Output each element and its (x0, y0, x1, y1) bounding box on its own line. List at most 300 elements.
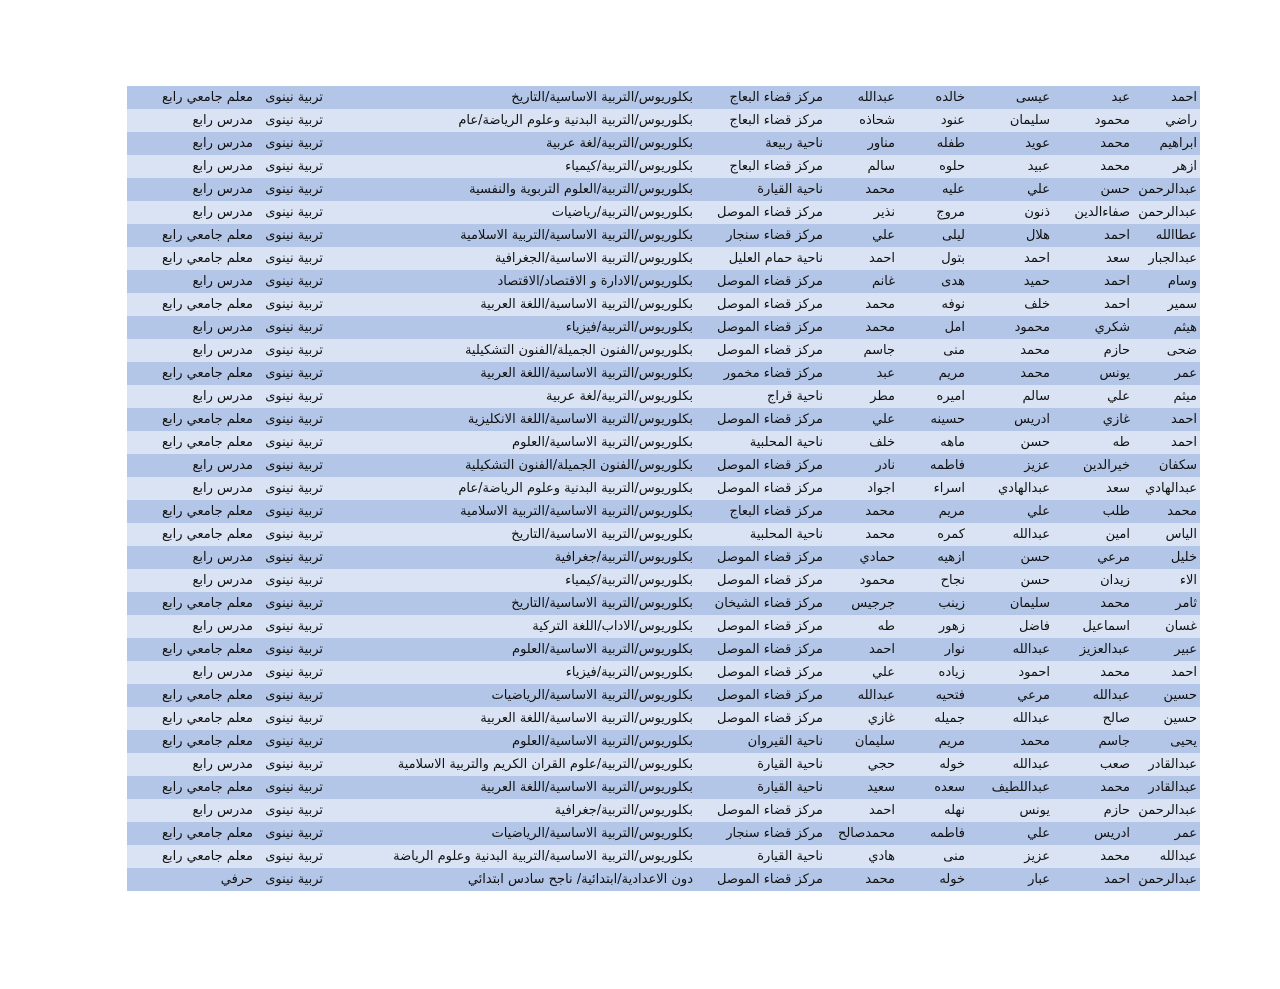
cell-mother-name: كمره (937, 527, 965, 542)
cell-job-title: مدرس رابع (192, 136, 253, 151)
cell-mother-name: سعده (934, 780, 965, 795)
cell-location: مركز قضاء الموصل (716, 458, 823, 473)
table-row (127, 638, 1200, 661)
cell-mother-name: ازهيه (937, 550, 965, 565)
cell-grandfather-name: علي (1027, 826, 1050, 841)
cell-mother-name: فتحيه (935, 688, 965, 703)
cell-directorate: تربية نينوى (265, 205, 323, 220)
cell-directorate: تربية نينوى (265, 688, 323, 703)
cell-mother-name: فاطمه (929, 458, 965, 473)
cell-first-name: عبدالرحمن (1138, 872, 1197, 887)
cell-mother-father-name: احمد (869, 251, 895, 266)
cell-directorate: تربية نينوى (265, 803, 323, 818)
cell-location: ناحية القيارة (757, 780, 823, 795)
table-row (127, 178, 1200, 201)
cell-mother-name: امل (944, 320, 965, 335)
cell-qualification: بكلوريوس/التربية البدنية وعلوم الرياضة/عام (458, 481, 693, 496)
cell-job-title: مدرس رابع (192, 343, 253, 358)
cell-mother-father-name: اجواد (867, 481, 895, 496)
spreadsheet-table (127, 86, 1200, 892)
cell-directorate: تربية نينوى (265, 596, 323, 611)
cell-father-name: مرعي (1097, 550, 1130, 565)
table-row (127, 132, 1200, 155)
cell-grandfather-name: فاضل (1018, 619, 1050, 634)
cell-first-name: عبدالقادر (1148, 757, 1197, 772)
table-row (127, 109, 1200, 132)
cell-mother-father-name: عبد (876, 366, 895, 381)
cell-directorate: تربية نينوى (265, 320, 323, 335)
table-row (127, 753, 1200, 776)
cell-job-title: معلم جامعي رابع (162, 297, 253, 312)
table-row (127, 431, 1200, 454)
cell-mother-name: مروج (936, 205, 965, 220)
cell-father-name: اسماعيل (1082, 619, 1130, 634)
cell-job-title: معلم جامعي رابع (162, 780, 253, 795)
cell-job-title: مدرس رابع (192, 619, 253, 634)
cell-directorate: تربية نينوى (265, 159, 323, 174)
cell-qualification: بكلوريوس/التربية الاساسية/الرياضيات (491, 826, 693, 841)
cell-directorate: تربية نينوى (265, 734, 323, 749)
cell-father-name: احمد (1104, 297, 1130, 312)
cell-mother-father-name: محمد (865, 527, 895, 542)
cell-location: مركز قضاء البعاج (729, 113, 823, 128)
cell-mother-name: مريم (938, 504, 965, 519)
cell-mother-name: فاطمه (929, 826, 965, 841)
cell-father-name: صالح (1102, 711, 1130, 726)
cell-father-name: محمود (1094, 113, 1130, 128)
cell-directorate: تربية نينوى (265, 826, 323, 841)
cell-qualification: بكلوريوس/التربية/العلوم التربوية والنفسية (469, 182, 693, 197)
cell-location: ناحية القيارة (757, 182, 823, 197)
cell-job-title: مدرس رابع (192, 573, 253, 588)
cell-mother-father-name: جاسم (863, 343, 895, 358)
cell-father-name: طلب (1102, 504, 1130, 519)
cell-first-name: الياس (1165, 527, 1197, 542)
cell-job-title: مدرس رابع (192, 550, 253, 565)
cell-father-name: طه (1112, 435, 1130, 450)
cell-mother-father-name: شحاذه (859, 113, 895, 128)
cell-grandfather-name: حسن (1020, 573, 1050, 588)
cell-location: مركز قضاء الموصل (716, 320, 823, 335)
table-row (127, 546, 1200, 569)
table-row (127, 799, 1200, 822)
table-row (127, 270, 1200, 293)
cell-first-name: وسام (1167, 274, 1197, 289)
cell-mother-father-name: محمدصالح (837, 826, 895, 841)
cell-first-name: راضي (1165, 113, 1197, 128)
cell-directorate: تربية نينوى (265, 642, 323, 657)
cell-directorate: تربية نينوى (265, 228, 323, 243)
cell-father-name: احمد (1104, 872, 1130, 887)
cell-qualification: بكلوريوس/التربية الاساسية/التاريخ (511, 596, 693, 611)
cell-mother-father-name: محمد (865, 872, 895, 887)
cell-location: مركز قضاء سنجار (726, 228, 823, 243)
cell-directorate: تربية نينوى (265, 389, 323, 404)
cell-grandfather-name: عبار (1028, 872, 1050, 887)
cell-job-title: معلم جامعي رابع (162, 527, 253, 542)
table-row (127, 86, 1200, 109)
cell-first-name: عبير (1174, 642, 1197, 657)
cell-location: مركز قضاء الموصل (716, 872, 823, 887)
cell-mother-name: اسراء (933, 481, 965, 496)
cell-directorate: تربية نينوى (265, 274, 323, 289)
table-row (127, 822, 1200, 845)
cell-first-name: عبدالهادي (1145, 481, 1197, 496)
cell-first-name: عبدالرحمن (1138, 182, 1197, 197)
cell-mother-name: جميله (934, 711, 965, 726)
cell-first-name: ثامر (1175, 596, 1197, 611)
cell-grandfather-name: احمود (1018, 665, 1050, 680)
cell-mother-name: منى (943, 849, 965, 864)
cell-father-name: احمد (1104, 274, 1130, 289)
cell-mother-father-name: محمد (865, 182, 895, 197)
cell-grandfather-name: حسن (1020, 550, 1050, 565)
cell-location: مركز قضاء الموصل (716, 550, 823, 565)
cell-location: ناحية القيارة (757, 757, 823, 772)
cell-qualification: بكلوريوس/التربية الاساسية/اللغة العربية (480, 780, 693, 795)
cell-father-name: عبد (1111, 90, 1130, 105)
cell-location: مركز قضاء الموصل (716, 619, 823, 634)
cell-first-name: ابراهيم (1159, 136, 1197, 151)
cell-grandfather-name: عبداللطيف (991, 780, 1050, 795)
cell-first-name: غسان (1165, 619, 1197, 634)
cell-mother-name: طفله (936, 136, 965, 151)
cell-location: مركز قضاء الموصل (716, 343, 823, 358)
cell-mother-father-name: حمادي (859, 550, 895, 565)
cell-job-title: مدرس رابع (192, 159, 253, 174)
cell-qualification: بكلوريوس/التربية الاساسية/اللغة العربية (480, 366, 693, 381)
cell-mother-name: نوار (944, 642, 965, 657)
cell-directorate: تربية نينوى (265, 458, 323, 473)
cell-job-title: مدرس رابع (192, 113, 253, 128)
table-row (127, 776, 1200, 799)
cell-location: مركز قضاء سنجار (726, 826, 823, 841)
cell-location: مركز قضاء الموصل (716, 274, 823, 289)
cell-directorate: تربية نينوى (265, 665, 323, 680)
cell-job-title: معلم جامعي رابع (162, 711, 253, 726)
cell-grandfather-name: سالم (1022, 389, 1050, 404)
cell-first-name: هيثم (1173, 320, 1197, 335)
cell-first-name: الاء (1179, 573, 1197, 588)
cell-first-name: ازهر (1173, 159, 1197, 174)
cell-qualification: بكلوريوس/التربية البدنية وعلوم الرياضة/عام (458, 113, 693, 128)
cell-location: ناحية المحلبية (749, 435, 823, 450)
cell-grandfather-name: عبدالله (1012, 757, 1050, 772)
cell-job-title: مدرس رابع (192, 205, 253, 220)
cell-job-title: معلم جامعي رابع (162, 642, 253, 657)
cell-job-title: معلم جامعي رابع (162, 228, 253, 243)
cell-father-name: محمد (1100, 596, 1130, 611)
cell-father-name: حازم (1103, 803, 1130, 818)
cell-qualification: بكلوريوس/التربية/علوم القران الكريم والتربية الاسلامية (397, 757, 693, 772)
cell-father-name: خيرالدين (1082, 458, 1130, 473)
table-row (127, 707, 1200, 730)
cell-grandfather-name: يونس (1019, 803, 1050, 818)
cell-mother-name: اميره (936, 389, 965, 404)
cell-first-name: حسين (1163, 688, 1197, 703)
cell-mother-father-name: خلف (869, 435, 895, 450)
cell-grandfather-name: عبدالله (1012, 642, 1050, 657)
cell-directorate: تربية نينوى (265, 550, 323, 565)
cell-mother-father-name: علي (872, 665, 895, 680)
cell-directorate: تربية نينوى (265, 849, 323, 864)
cell-mother-name: زهور (938, 619, 965, 634)
cell-first-name: عطاالله (1155, 228, 1197, 243)
cell-job-title: معلم جامعي رابع (162, 596, 253, 611)
cell-grandfather-name: محمد (1020, 343, 1050, 358)
cell-qualification: بكلوريوس/التربية الاساسية/التاريخ (511, 90, 693, 105)
cell-grandfather-name: عويد (1025, 136, 1050, 151)
cell-grandfather-name: عبدالله (1012, 527, 1050, 542)
cell-qualification: بكلوريوس/التربية/رياضيات (551, 205, 693, 220)
cell-job-title: معلم جامعي رابع (162, 366, 253, 381)
cell-grandfather-name: سليمان (1009, 596, 1050, 611)
cell-mother-father-name: سالم (867, 159, 895, 174)
cell-father-name: حازم (1103, 343, 1130, 358)
cell-job-title: مدرس رابع (192, 665, 253, 680)
cell-grandfather-name: عزيز (1024, 458, 1050, 473)
cell-father-name: زيدان (1100, 573, 1130, 588)
cell-grandfather-name: حسن (1020, 435, 1050, 450)
cell-mother-father-name: محمد (865, 504, 895, 519)
cell-first-name: عبدالرحمن (1138, 205, 1197, 220)
cell-mother-father-name: طه (877, 619, 895, 634)
cell-job-title: معلم جامعي رابع (162, 734, 253, 749)
cell-directorate: تربية نينوى (265, 113, 323, 128)
cell-grandfather-name: عزيز (1024, 849, 1050, 864)
cell-location: مركز قضاء البعاج (729, 504, 823, 519)
cell-father-name: محمد (1100, 136, 1130, 151)
cell-mother-name: زينب (938, 596, 965, 611)
cell-grandfather-name: مرعي (1017, 688, 1050, 703)
cell-mother-father-name: جرجيس (851, 596, 895, 611)
cell-mother-father-name: محمد (865, 320, 895, 335)
cell-location: مركز قضاء الموصل (716, 642, 823, 657)
cell-mother-name: ليلى (941, 228, 965, 243)
cell-qualification: بكلوريوس/التربية/جغرافية (554, 803, 693, 818)
cell-first-name: ضحى (1166, 343, 1197, 358)
cell-grandfather-name: محمود (1014, 320, 1050, 335)
cell-job-title: حرفي (220, 872, 253, 887)
cell-job-title: مدرس رابع (192, 458, 253, 473)
cell-grandfather-name: محمد (1020, 366, 1050, 381)
table-row (127, 845, 1200, 868)
table-row (127, 477, 1200, 500)
cell-location: مركز قضاء الموصل (716, 205, 823, 220)
cell-first-name: عمر (1174, 366, 1197, 381)
cell-mother-name: حلوه (939, 159, 965, 174)
cell-grandfather-name: علي (1027, 182, 1050, 197)
cell-father-name: سعد (1106, 251, 1130, 266)
cell-qualification: بكلوريوس/التربية الاساسية/العلوم (512, 734, 693, 749)
cell-father-name: محمد (1100, 665, 1130, 680)
cell-grandfather-name: حميد (1023, 274, 1050, 289)
cell-qualification: بكلوريوس/الفنون الجميلة/الفنون التشكيلية (464, 343, 693, 358)
table-row (127, 684, 1200, 707)
table-row (127, 569, 1200, 592)
cell-first-name: احمد (1171, 90, 1197, 105)
cell-grandfather-name: علي (1027, 504, 1050, 519)
cell-grandfather-name: ادريس (1014, 412, 1050, 427)
cell-mother-name: زياده (938, 665, 965, 680)
cell-grandfather-name: احمد (1024, 251, 1050, 266)
cell-mother-father-name: علي (872, 412, 895, 427)
cell-location: ناحية حمام العليل (728, 251, 823, 266)
cell-job-title: مدرس رابع (192, 481, 253, 496)
cell-qualification: بكلوريوس/التربية/فيزياء (565, 665, 693, 680)
table-row (127, 868, 1200, 891)
table-row (127, 385, 1200, 408)
cell-location: مركز قضاء البعاج (729, 159, 823, 174)
cell-father-name: يونس (1099, 366, 1130, 381)
cell-qualification: بكلوريوس/التربية الاساسية/التربية البدنية وعلوم الرياضة (393, 849, 693, 864)
table-row (127, 408, 1200, 431)
cell-first-name: ميثم (1173, 389, 1197, 404)
cell-directorate: تربية نينوى (265, 527, 323, 542)
cell-location: ناحية المحلبية (749, 527, 823, 542)
cell-mother-father-name: سعيد (867, 780, 895, 795)
cell-qualification: بكلوريوس/التربية/كيمياء (565, 573, 693, 588)
table-row (127, 615, 1200, 638)
cell-directorate: تربية نينوى (265, 619, 323, 634)
cell-mother-father-name: عبدالله (857, 90, 895, 105)
cell-grandfather-name: عبدالهادي (998, 481, 1050, 496)
cell-mother-name: نهله (944, 803, 965, 818)
table-row (127, 293, 1200, 316)
table-row (127, 454, 1200, 477)
cell-grandfather-name: عبدالله (1012, 711, 1050, 726)
cell-father-name: صعب (1099, 757, 1130, 772)
cell-qualification: بكلوريوس/التربية الاساسية/التربية الاسلامية (460, 228, 693, 243)
cell-father-name: محمد (1100, 780, 1130, 795)
cell-mother-name: منى (943, 343, 965, 358)
cell-job-title: مدرس رابع (192, 389, 253, 404)
cell-job-title: مدرس رابع (192, 274, 253, 289)
cell-first-name: عبدالقادر (1148, 780, 1197, 795)
cell-location: مركز قضاء البعاج (729, 90, 823, 105)
cell-mother-name: نجاح (940, 573, 965, 588)
cell-directorate: تربية نينوى (265, 297, 323, 312)
cell-location: ناحية ربيعة (765, 136, 823, 151)
cell-mother-father-name: عبدالله (857, 688, 895, 703)
table-row (127, 661, 1200, 684)
cell-qualification: بكلوريوس/التربية الاساسية/الجغرافية (494, 251, 693, 266)
cell-qualification: دون الاعدادية/ابتدائية/ ناجح سادس ابتدائي (467, 872, 693, 887)
cell-father-name: محمد (1100, 159, 1130, 174)
cell-job-title: مدرس رابع (192, 757, 253, 772)
cell-qualification: بكلوريوس/التربية/لغة عربية (545, 136, 693, 151)
cell-first-name: محمد (1167, 504, 1197, 519)
cell-grandfather-name: هلال (1025, 228, 1050, 243)
cell-qualification: بكلوريوس/التربية الاساسية/اللغة العربية (480, 711, 693, 726)
cell-mother-father-name: هادي (868, 849, 895, 864)
cell-father-name: ادريس (1094, 826, 1130, 841)
cell-grandfather-name: عبيد (1027, 159, 1050, 174)
cell-directorate: تربية نينوى (265, 504, 323, 519)
cell-directorate: تربية نينوى (265, 435, 323, 450)
cell-location: مركز قضاء الموصل (716, 297, 823, 312)
table-row (127, 730, 1200, 753)
cell-directorate: تربية نينوى (265, 780, 323, 795)
cell-directorate: تربية نينوى (265, 251, 323, 266)
table-row (127, 224, 1200, 247)
cell-first-name: عبدالله (1159, 849, 1197, 864)
cell-first-name: حسين (1163, 711, 1197, 726)
cell-first-name: عمر (1174, 826, 1197, 841)
cell-grandfather-name: عيسى (1015, 90, 1050, 105)
cell-qualification: بكلوريوس/التربية الاساسية/التربية الاسلامية (460, 504, 693, 519)
cell-qualification: بكلوريوس/التربية/جغرافية (554, 550, 693, 565)
cell-father-name: محمد (1100, 849, 1130, 864)
cell-qualification: بكلوريوس/التربية/فيزياء (565, 320, 693, 335)
cell-mother-name: هدى (941, 274, 965, 289)
cell-location: مركز قضاء الموصل (716, 803, 823, 818)
cell-mother-father-name: محمود (859, 573, 895, 588)
cell-job-title: معلم جامعي رابع (162, 688, 253, 703)
cell-mother-name: مريم (938, 734, 965, 749)
cell-mother-father-name: نادر (875, 458, 895, 473)
cell-job-title: مدرس رابع (192, 182, 253, 197)
table-row (127, 247, 1200, 270)
cell-job-title: مدرس رابع (192, 803, 253, 818)
cell-mother-name: خوله (939, 872, 965, 887)
cell-directorate: تربية نينوى (265, 136, 323, 151)
cell-father-name: عبدالعزيز (1079, 642, 1130, 657)
cell-qualification: بكلوريوس/التربية الاساسية/الرياضيات (491, 688, 693, 703)
cell-grandfather-name: خلف (1024, 297, 1050, 312)
cell-first-name: احمد (1171, 665, 1197, 680)
cell-mother-father-name: علي (872, 228, 895, 243)
cell-grandfather-name: ذنون (1024, 205, 1050, 220)
cell-father-name: احمد (1104, 228, 1130, 243)
cell-father-name: سعد (1106, 481, 1130, 496)
cell-directorate: تربية نينوى (265, 757, 323, 772)
cell-qualification: بكلوريوس/التربية الاساسية/التاريخ (511, 527, 693, 542)
cell-location: ناحية القيروان (747, 734, 823, 749)
cell-location: ناحية قراج (766, 389, 823, 404)
cell-mother-father-name: غازي (867, 711, 895, 726)
cell-qualification: بكلوريوس/التربية الاساسية/العلوم (512, 642, 693, 657)
cell-qualification: بكلوريوس/الادارة و الاقتصاد/الاقتصاد (497, 274, 693, 289)
cell-grandfather-name: محمد (1020, 734, 1050, 749)
cell-job-title: معلم جامعي رابع (162, 251, 253, 266)
cell-job-title: معلم جامعي رابع (162, 849, 253, 864)
cell-qualification: بكلوريوس/التربية/لغة عربية (545, 389, 693, 404)
cell-directorate: تربية نينوى (265, 573, 323, 588)
cell-father-name: شكري (1094, 320, 1130, 335)
cell-location: ناحية القيارة (757, 849, 823, 864)
cell-directorate: تربية نينوى (265, 711, 323, 726)
cell-location: مركز قضاء الموصل (716, 688, 823, 703)
cell-directorate: تربية نينوى (265, 412, 323, 427)
cell-mother-father-name: مطر (870, 389, 895, 404)
cell-first-name: خليل (1170, 550, 1197, 565)
cell-location: مركز قضاء مخمور (723, 366, 823, 381)
cell-first-name: سكفان (1158, 458, 1197, 473)
table-row (127, 339, 1200, 362)
cell-location: مركز قضاء الموصل (716, 711, 823, 726)
cell-father-name: حسن (1100, 182, 1130, 197)
table-row (127, 155, 1200, 178)
cell-directorate: تربية نينوى (265, 872, 323, 887)
cell-directorate: تربية نينوى (265, 90, 323, 105)
cell-first-name: سمير (1167, 297, 1197, 312)
cell-job-title: معلم جامعي رابع (162, 504, 253, 519)
cell-father-name: جاسم (1098, 734, 1130, 749)
table-row (127, 316, 1200, 339)
table-row (127, 500, 1200, 523)
cell-job-title: معلم جامعي رابع (162, 412, 253, 427)
